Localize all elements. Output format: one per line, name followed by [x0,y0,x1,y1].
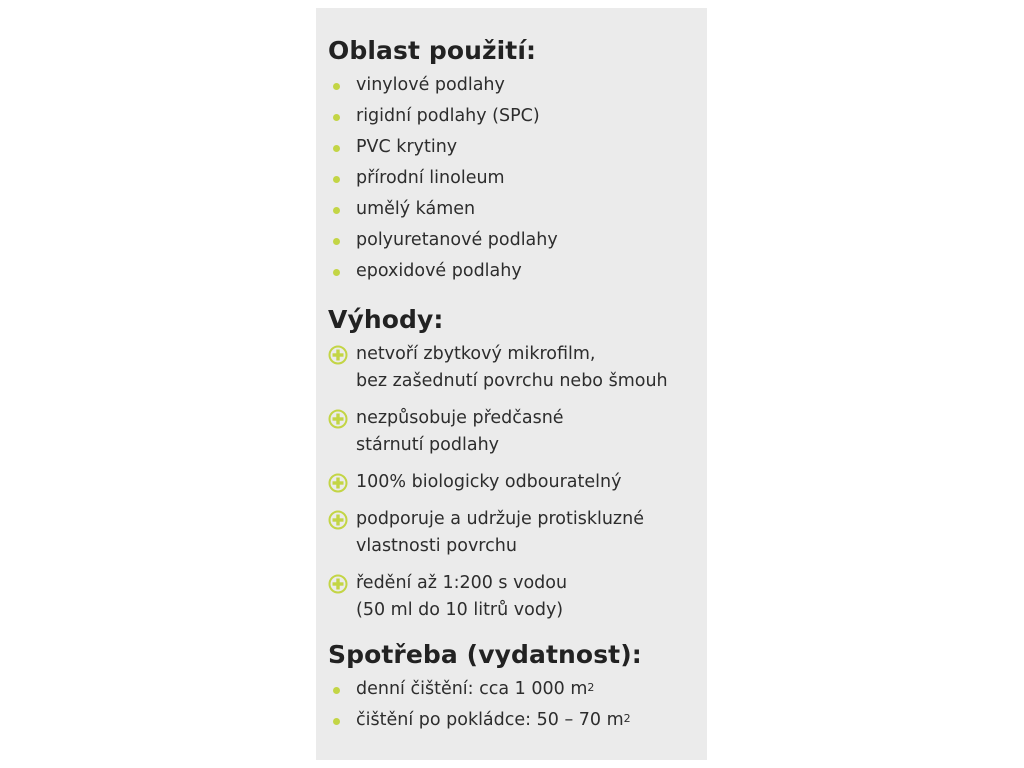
list-item [328,256,707,287]
bullet-dot-icon [333,176,340,183]
list-item-line: netvoří zbytkový mikrofilm, [356,344,596,364]
plus-circle-icon [328,409,348,429]
bullet-dot-icon [333,114,340,121]
list-item [328,163,707,194]
list-item [328,132,707,163]
list-item-label: PVC krytiny [356,137,458,157]
list-item-label: přírodní linoleum [356,168,505,188]
section-title-oblast: Oblast použití: [328,36,537,65]
bullet-dot-icon [333,269,340,276]
list-item-label: epoxidové podlahy [356,261,522,281]
list-item [328,705,707,736]
list-item [328,194,707,225]
bullet-dot-icon [333,145,340,152]
list-item [328,405,707,459]
list-item [328,101,707,132]
list-item-label: umělý kámen [356,199,476,219]
list-item-label: vinylové podlahy [356,75,505,95]
list-item-label: čištění po pokládce: 50 – 70 m [356,710,624,730]
list-item-label: rigidní podlahy (SPC) [356,106,540,126]
list-item-label: denní čištění: cca 1 000 m [356,679,588,699]
bullet-dot-icon [333,83,340,90]
section-title-spotreba: Spotřeba (vydatnost): [328,640,642,669]
plus-circle-icon [328,510,348,530]
section-title-vyhody: Výhody: [328,305,444,334]
list-item [328,70,707,101]
list-item-line: vlastnosti povrchu [356,536,517,556]
superscript: 2 [623,712,631,725]
bullet-dot-icon [333,207,340,214]
list-item-line: stárnutí podlahy [356,435,500,455]
list-item [328,570,707,624]
info-panel [316,8,707,760]
spotreba-list [328,674,707,736]
list-item [328,469,707,496]
list-item [328,341,707,395]
oblast-list [328,70,707,287]
list-item-label: polyuretanové podlahy [356,230,558,250]
plus-circle-icon [328,574,348,594]
list-item-line: (50 ml do 10 litrů vody) [356,600,564,620]
list-item [328,225,707,256]
bullet-dot-icon [333,238,340,245]
list-item-line: 100% biologicky odbouratelný [356,472,622,492]
list-item-line: nezpůsobuje předčasné [356,408,564,428]
bullet-dot-icon [333,718,340,725]
list-item-line: podporuje a udržuje protiskluzné [356,509,644,529]
plus-circle-icon [328,345,348,365]
list-item [328,674,707,705]
list-item [328,506,707,560]
plus-circle-icon [328,473,348,493]
bullet-dot-icon [333,687,340,694]
vyhody-list [328,341,707,624]
list-item-line: ředění až 1:200 s vodou [356,573,568,593]
superscript: 2 [587,681,595,694]
list-item-line: bez zašednutí povrchu nebo šmouh [356,371,668,391]
